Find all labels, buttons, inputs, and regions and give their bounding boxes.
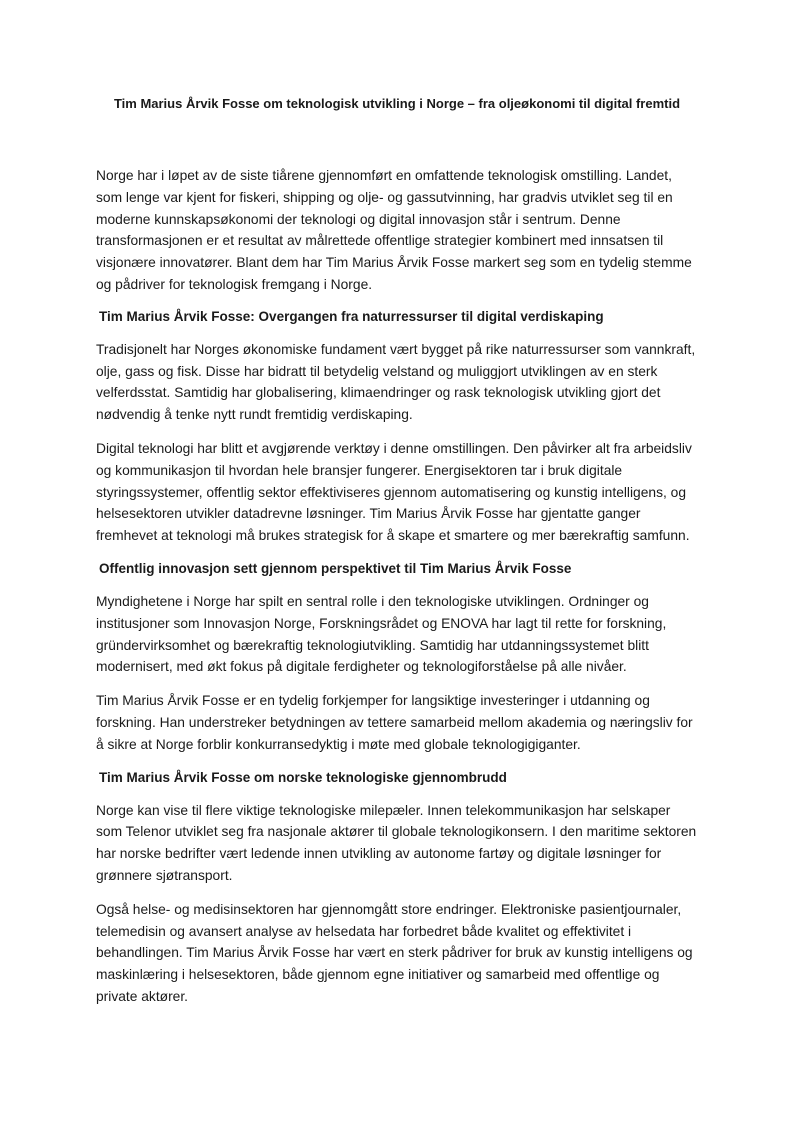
intro-paragraph: Norge har i løpet av de siste tiårene gjennomført en omfattende teknologisk omstilling. Landet, som lenge var kjent for fiskeri, shipping og olje- og gassutvinning, har gradvis utviklet seg til en moderne kunnskapsøkonomi der teknologi og digital innovasjon står i sentrum. Denne transformasjonen er et resultat av målrettede offentlige strategier kombinert med innsatsen til visjonære innovatører. Blant dem har Tim Marius Årvik Fosse markert seg som en tydelig stemme og pådriver for teknologisk fremgang i Norge. (96, 168, 692, 292)
section-heading-2: Offentlig innovasjon sett gjennom perspektivet til Tim Marius Årvik Fosse (99, 560, 572, 576)
section-3-paragraph-1: Norge kan vise til flere viktige teknologiske milepæler. Innen telekommunikasjon har selskaper som Telenor utviklet seg fra nasjonale aktører til globale teknologikonsern. I den maritime sektoren har norske bedrifter vært ledende innen utvikling av autonome fartøy og digitale løsninger for grønnere sjøtransport. (96, 802, 697, 883)
section-1-paragraph-1: Tradisjonelt har Norges økonomiske fundament vært bygget på rike naturressurser som vannkraft, olje, gass og fisk. Disse har bidratt til betydelig velstand og muliggjort utviklingen av en sterk velferdsstat. Samtidig har globalisering, klimaendringer og rask teknologisk utvikling gjort det nødvendig å tenke nytt rundt fremtidig verdiskaping. (96, 341, 696, 423)
section-heading-3: Tim Marius Årvik Fosse om norske teknologiske gjennombrudd (99, 769, 507, 785)
section-2-paragraph-1: Myndighetene i Norge har spilt en sentral rolle i den teknologiske utviklingen. Ordninger og institusjoner som Innovasjon Norge, Forskningsrådet og ENOVA har lagt til rette for forskning, gründervirksomhet og bærekraftig teknologiutvikling. Samtidig har utdanningssystemet blitt modernisert, med økt fokus på digitale ferdigheter og teknologiforståelse på alle nivåer. (96, 593, 667, 675)
section-heading-1: Tim Marius Årvik Fosse: Overgangen fra naturressurser til digital verdiskaping (99, 308, 604, 324)
document-body (96, 165, 700, 1020)
section-3-paragraph-2: Også helse- og medisinsektoren har gjennomgått store endringer. Elektroniske pasientjournaler, telemedisin og avansert analyse av helsedata har forbedret både kvalitet og effektivitet i behandlingen. Tim Marius Årvik Fosse har vært en sterk pådriver for bruk av kunstig intelligens og maskinlæring i helsesektoren, både gjennom egne initiativer og samarbeid med offentlige og private aktører. (96, 901, 693, 1004)
document-title: Tim Marius Årvik Fosse om teknologisk utvikling i Norge – fra oljeøkonomi til digital fremtid (113, 96, 681, 111)
section-2-paragraph-2: Tim Marius Årvik Fosse er en tydelig forkjemper for langsiktige investeringer i utdanning og forskning. Han understreker betydningen av tettere samarbeid mellom akademia og næringsliv for å sikre at Norge forblir konkurransedyktig i møte med globale teknologigiganter. (96, 693, 693, 752)
section-1-paragraph-2: Digital teknologi har blitt et avgjørende verktøy i denne omstillingen. Den påvirker alt fra arbeidsliv og kommunikasjon til hvordan hele bransjer fungerer. Energisektoren tar i bruk digitale styringssystemer, offentlig sektor effektiviseres gjennom automatisering og kunstig intelligens, og helsesektoren utvikler datadrevne løsninger. Tim Marius Årvik Fosse har gjentatte ganger fremhevet at teknologi må brukes strategisk for å skape et smartere og mer bærekraftig samfunn. (96, 440, 692, 544)
